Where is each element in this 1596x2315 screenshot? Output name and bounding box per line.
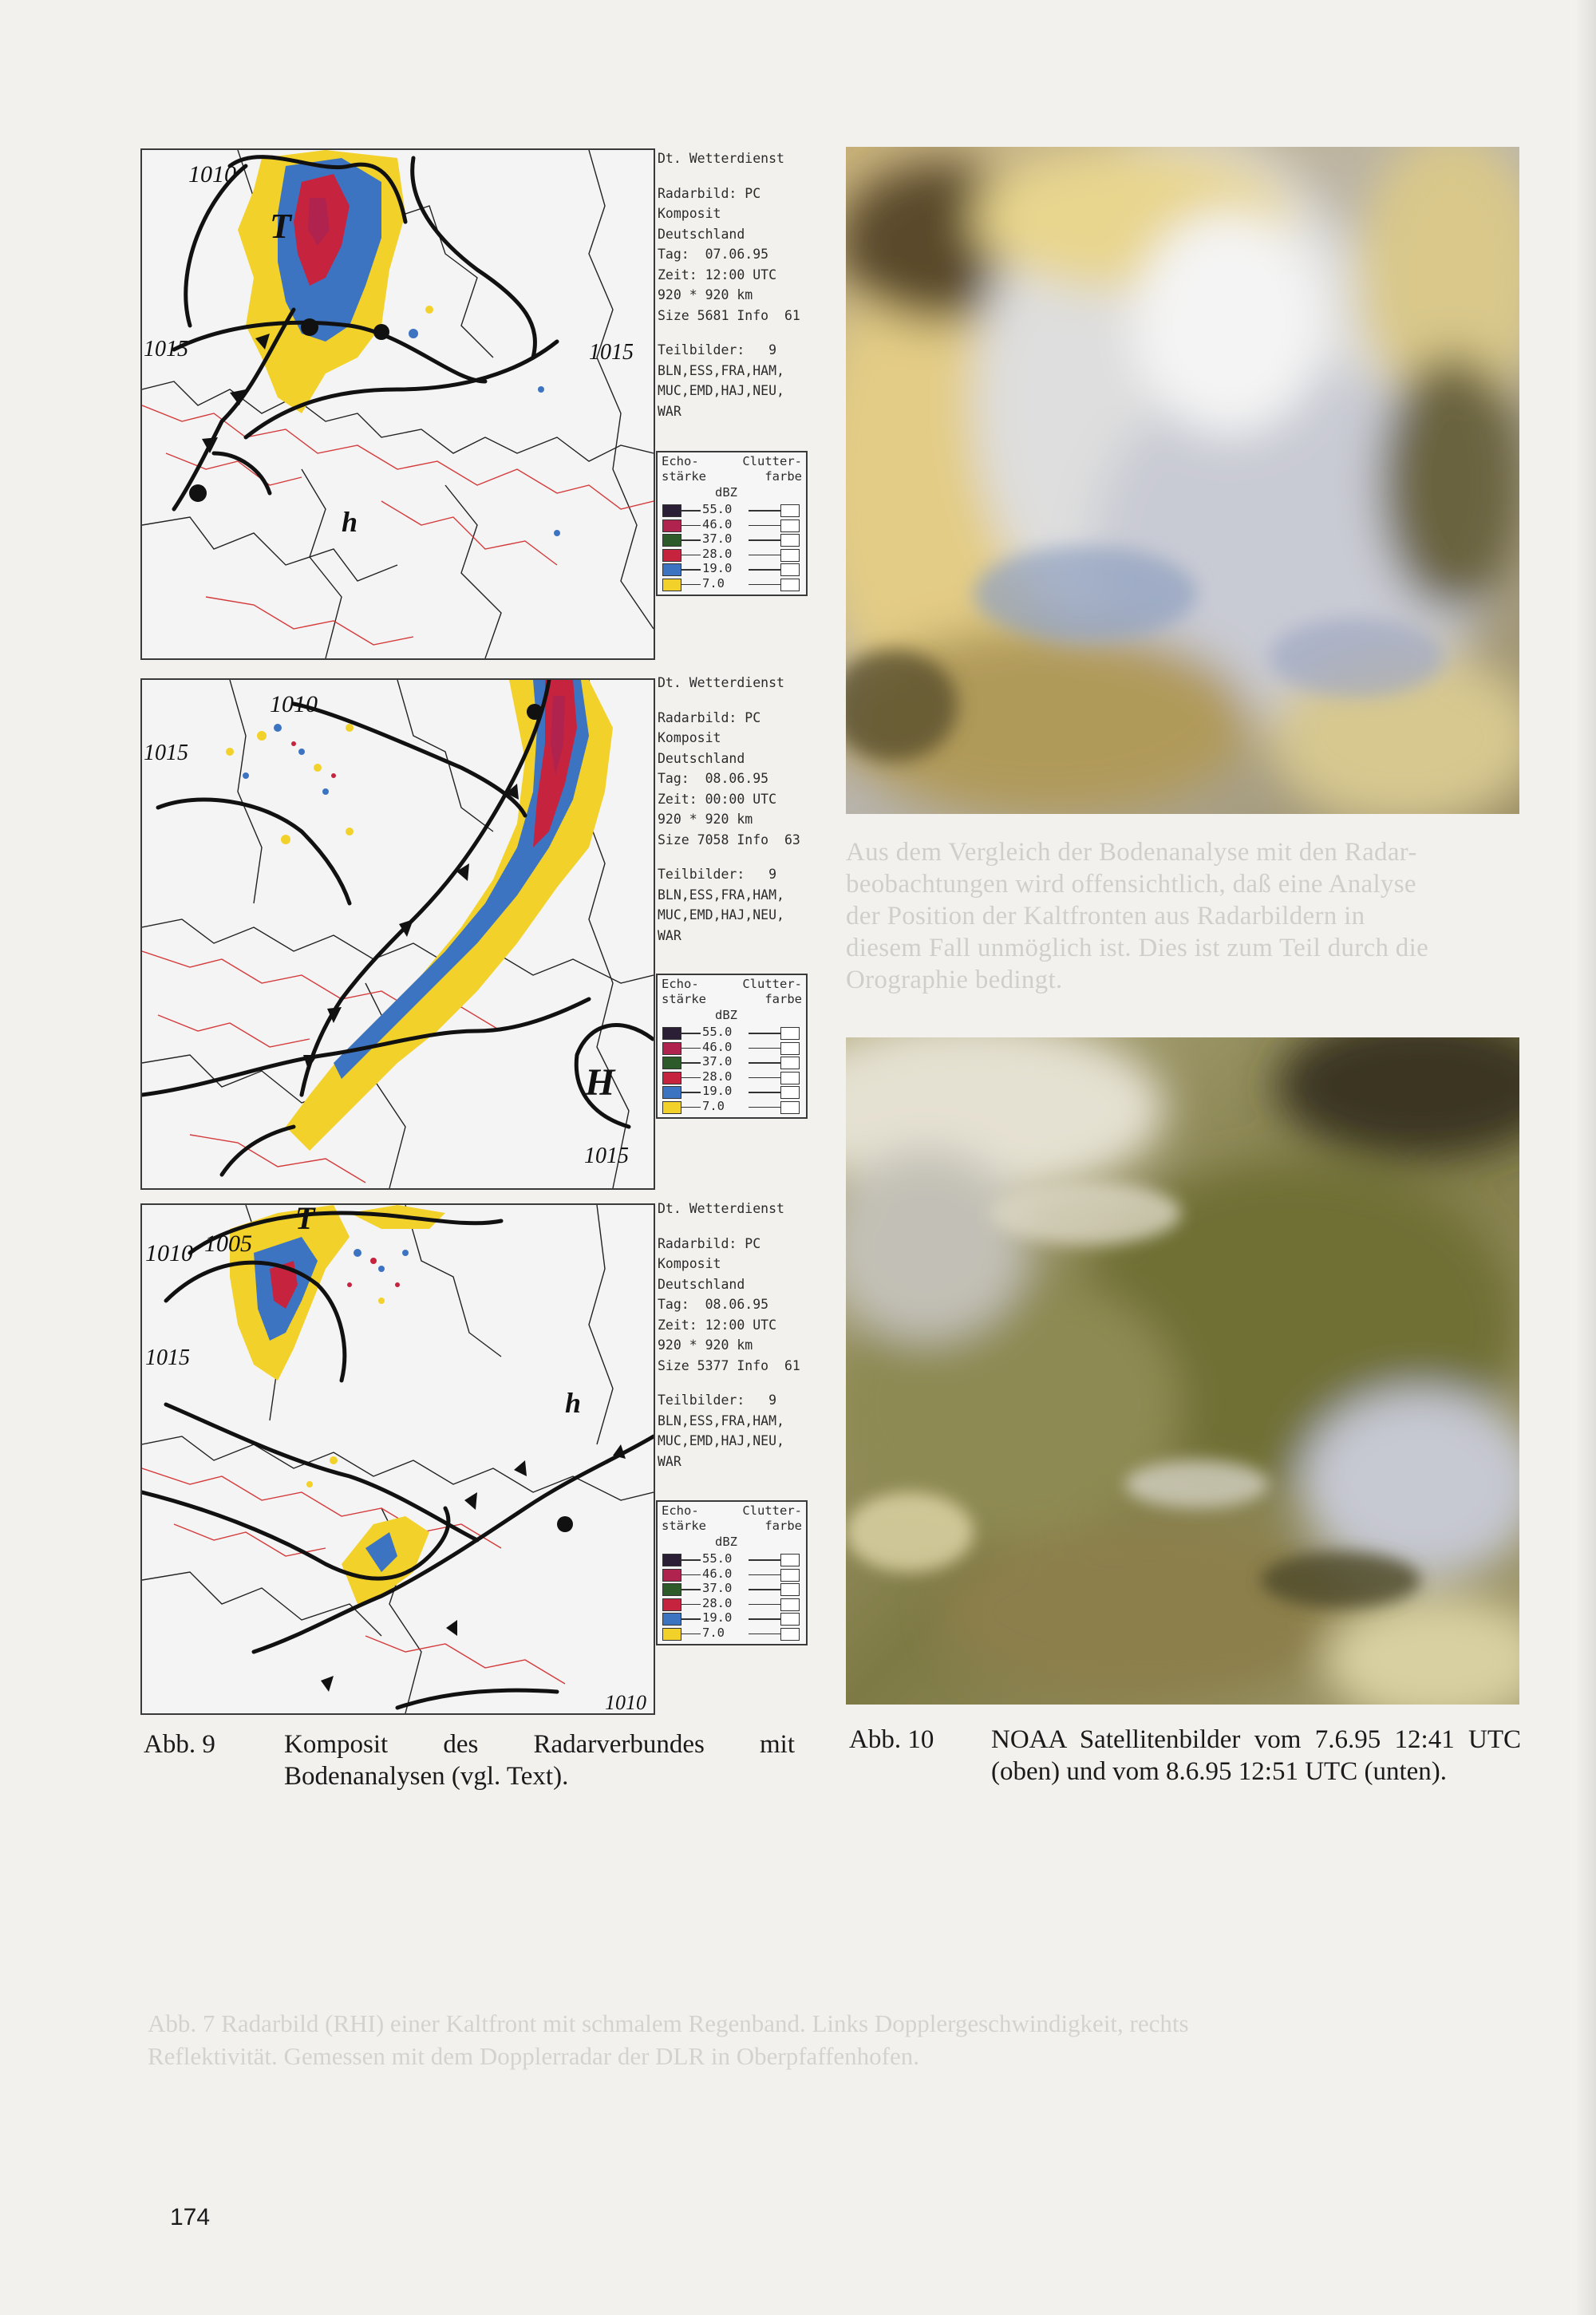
legend-leader-line	[681, 584, 701, 586]
info-line: 920 * 920 km	[658, 812, 753, 827]
legend-echo-label: Echo-	[662, 454, 699, 468]
legend-leader-line	[749, 510, 780, 512]
legend-row	[661, 1099, 801, 1116]
legend-swatch	[662, 1101, 681, 1114]
legend-unit: dBZ	[715, 485, 737, 500]
legend-clutter-label: farbe	[764, 1519, 802, 1533]
info-line: Komposit	[658, 730, 721, 745]
legend-leader-line	[681, 1604, 701, 1606]
page-number: 174	[170, 2204, 211, 2230]
clutter-color-box	[780, 549, 800, 562]
satellite-image-bottom	[846, 1037, 1519, 1705]
legend-leader-line	[681, 1107, 701, 1108]
dbz-legend-1	[656, 451, 808, 596]
clutter-color-box	[780, 563, 800, 576]
sub-line: WAR	[658, 1453, 681, 1469]
sub-line: Teilbilder: 9	[658, 1393, 777, 1408]
sub-line: BLN,ESS,FRA,HAM,	[658, 362, 784, 378]
isobar-label: 1015	[144, 337, 188, 361]
legend-unit: dBZ	[715, 1535, 737, 1549]
legend-row	[661, 1626, 801, 1643]
legend-leader-line	[749, 1618, 780, 1620]
legend-value: 55.0	[702, 1551, 733, 1566]
radar-header: Dt. Wetterdienst	[658, 1201, 784, 1216]
legend-swatch	[662, 1628, 681, 1641]
isobar-label: 1010	[188, 161, 236, 188]
low-pressure-label: T	[270, 207, 291, 246]
sub-line: WAR	[658, 927, 681, 943]
legend-leader-line	[749, 1092, 780, 1093]
legend-swatch	[662, 534, 681, 547]
legend-swatch	[662, 1598, 681, 1611]
legend-leader-line	[681, 1048, 701, 1049]
legend-swatch	[662, 579, 681, 591]
info-line: Radarbild: PC	[658, 185, 761, 201]
isobar-label: 1015	[584, 1144, 629, 1168]
legend-swatch	[662, 1042, 681, 1055]
info-line: Deutschland	[658, 226, 745, 242]
legend-value: 55.0	[702, 1025, 733, 1039]
legend-leader-line	[681, 1062, 701, 1064]
info-line: 920 * 920 km	[658, 287, 753, 302]
figure-caption-abb10	[849, 1724, 1527, 1835]
isobar-label: 1005	[204, 1231, 252, 1257]
radar-map-panel-1	[140, 148, 655, 660]
legend-swatch	[662, 1086, 681, 1099]
legend-value: 19.0	[702, 1084, 733, 1098]
legend-swatch	[662, 549, 681, 562]
legend-value: 28.0	[702, 1069, 733, 1084]
clutter-color-box	[780, 579, 800, 591]
legend-swatch	[662, 563, 681, 576]
info-line: Zeit: 12:00 UTC	[658, 267, 777, 282]
isobar-label: 1010	[270, 691, 318, 717]
legend-leader-line	[681, 1618, 701, 1620]
legend-leader-line	[749, 1589, 780, 1590]
radar-info-block-1	[658, 148, 821, 421]
caption-label: Abb. 9	[144, 1730, 215, 1759]
legend-clutter-label: Clutter-	[742, 977, 802, 991]
caption-text: Komposit des Radarverbundes mit Bodenanalysen (vgl. Text).	[284, 1730, 795, 1791]
info-line: Komposit	[658, 206, 721, 221]
radar-map-2-graphic	[142, 680, 654, 1188]
legend-leader-line	[749, 1077, 780, 1079]
legend-leader-line	[749, 1107, 780, 1108]
sub-line: Teilbilder: 9	[658, 342, 777, 358]
page-edge-shadow	[1575, 0, 1596, 2315]
radar-info-block-3	[658, 1199, 821, 1472]
sub-line: MUC,EMD,HAJ,NEU,	[658, 907, 784, 922]
legend-echo-label: stärke	[662, 992, 706, 1006]
legend-leader-line	[681, 1589, 701, 1590]
info-line: Deutschland	[658, 1276, 745, 1292]
legend-swatch	[662, 1072, 681, 1084]
high-pressure-label: H	[585, 1061, 615, 1104]
legend-swatch	[662, 519, 681, 532]
legend-unit: dBZ	[715, 1008, 737, 1022]
dbz-legend-2	[656, 974, 808, 1119]
legend-leader-line	[681, 1033, 701, 1034]
info-line: Size 5681 Info 61	[658, 307, 800, 323]
sub-line: MUC,EMD,HAJ,NEU,	[658, 1433, 784, 1448]
info-line: Radarbild: PC	[658, 1235, 761, 1251]
legend-leader-line	[681, 555, 701, 556]
dbz-legend-3	[656, 1500, 808, 1645]
radar-header: Dt. Wetterdienst	[658, 675, 784, 690]
legend-swatch	[662, 504, 681, 517]
clutter-color-box	[780, 1628, 800, 1641]
legend-leader-line	[749, 1062, 780, 1064]
legend-leader-line	[749, 539, 780, 541]
clutter-color-box	[780, 1613, 800, 1626]
legend-swatch	[662, 1554, 681, 1566]
isobar-label: 1010	[145, 1240, 193, 1266]
info-line: Radarbild: PC	[658, 709, 761, 725]
legend-clutter-label: farbe	[764, 469, 802, 484]
legend-value: 37.0	[702, 1054, 733, 1069]
figure-caption-abb9	[144, 1728, 814, 1800]
sub-line: WAR	[658, 403, 681, 419]
isobar-label: 1015	[145, 1345, 190, 1370]
legend-value: 28.0	[702, 1595, 733, 1610]
satellite-image-top-graphic	[846, 147, 1519, 814]
legend-echo-label: Echo-	[662, 1503, 699, 1518]
legend-leader-line	[749, 525, 780, 527]
isobar-label: 1015	[589, 340, 634, 365]
radar-info-block-2	[658, 673, 821, 946]
legend-leader-line	[749, 1604, 780, 1606]
show-through-text: Aus dem Vergleich der Bodenanalyse mit den Radar- beobachtungen wird offensichtlich, daß eine Analyse der Position der Kaltfronten aus Radarbildern in diesem Fall unmöglich ist. Dies ist zum Teil durch die Orographie bedingt.	[846, 838, 1429, 994]
legend-leader-line	[681, 1092, 701, 1093]
clutter-color-box	[780, 1086, 800, 1099]
sub-line: BLN,ESS,FRA,HAM,	[658, 1412, 784, 1428]
legend-leader-line	[681, 1077, 701, 1079]
caption-label: Abb. 10	[849, 1725, 934, 1754]
legend-leader-line	[749, 1559, 780, 1561]
clutter-color-box	[780, 504, 800, 517]
info-line: Zeit: 00:00 UTC	[658, 791, 777, 807]
high-pressure-label: h	[342, 506, 358, 538]
sub-line: BLN,ESS,FRA,HAM,	[658, 887, 784, 903]
clutter-color-box	[780, 519, 800, 532]
sub-line: MUC,EMD,HAJ,NEU,	[658, 383, 784, 398]
legend-leader-line	[749, 1634, 780, 1635]
radar-map-panel-3	[140, 1203, 655, 1715]
satellite-image-bottom-graphic	[846, 1037, 1519, 1705]
legend-value: 7.0	[702, 575, 725, 591]
info-line: Zeit: 12:00 UTC	[658, 1317, 777, 1333]
legend-value: 28.0	[702, 546, 733, 561]
legend-echo-label: Echo-	[662, 977, 699, 991]
legend-value: 7.0	[702, 1625, 725, 1640]
legend-value: 19.0	[702, 561, 733, 575]
legend-echo-label: stärke	[662, 1519, 706, 1533]
legend-value: 55.0	[702, 502, 733, 516]
legend-value: 37.0	[702, 1581, 733, 1595]
legend-leader-line	[749, 584, 780, 586]
legend-leader-line	[681, 1574, 701, 1576]
legend-swatch	[662, 1569, 681, 1582]
satellite-image-top	[846, 147, 1519, 814]
caption-text: NOAA Satellitenbilder vom 7.6.95 12:41 UTC (oben) und vom 8.6.95 12:51 UTC (unten).	[991, 1725, 1521, 1786]
legend-leader-line	[681, 569, 701, 571]
clutter-color-box	[780, 1042, 800, 1055]
legend-leader-line	[749, 1048, 780, 1049]
info-line: Size 5377 Info 61	[658, 1357, 800, 1373]
legend-swatch	[662, 1027, 681, 1040]
legend-value: 19.0	[702, 1610, 733, 1625]
clutter-color-box	[780, 1583, 800, 1596]
radar-map-panel-2	[140, 678, 655, 1190]
legend-clutter-label: Clutter-	[742, 454, 802, 468]
radar-header: Dt. Wetterdienst	[658, 151, 784, 166]
info-line: Komposit	[658, 1256, 721, 1271]
clutter-color-box	[780, 1072, 800, 1084]
sub-line: Teilbilder: 9	[658, 867, 777, 882]
low-pressure-label: T	[295, 1205, 315, 1236]
legend-swatch	[662, 1613, 681, 1626]
radar-map-3-graphic	[142, 1205, 654, 1713]
legend-leader-line	[749, 569, 780, 571]
legend-leader-line	[749, 1574, 780, 1576]
clutter-color-box	[780, 1554, 800, 1566]
radar-map-1-graphic	[142, 150, 654, 658]
legend-value: 46.0	[702, 516, 733, 531]
legend-row	[661, 576, 801, 594]
clutter-color-box	[780, 1569, 800, 1582]
legend-value: 46.0	[702, 1566, 733, 1581]
info-line: Tag: 08.06.95	[658, 771, 769, 786]
clutter-color-box	[780, 1057, 800, 1069]
legend-swatch	[662, 1057, 681, 1069]
legend-leader-line	[749, 1033, 780, 1034]
legend-value: 37.0	[702, 531, 733, 546]
clutter-color-box	[780, 1101, 800, 1114]
info-line: Size 7058 Info 63	[658, 832, 800, 847]
show-through-text-lower: Abb. 7 Radarbild (RHI) einer Kaltfront mit schmalem Regenband. Links Dopplergeschwindigkeit, rechts Reflektivität. Gemessen mit dem Dopplerradar der DLR in Oberpfaffenhofen.	[148, 2009, 1189, 2070]
info-line: Tag: 07.06.95	[658, 247, 769, 262]
legend-value: 7.0	[702, 1098, 725, 1113]
legend-clutter-label: Clutter-	[742, 1503, 802, 1518]
clutter-color-box	[780, 1598, 800, 1611]
legend-leader-line	[681, 510, 701, 512]
legend-clutter-label: farbe	[764, 992, 802, 1006]
legend-leader-line	[681, 539, 701, 541]
info-line: Deutschland	[658, 750, 745, 766]
legend-echo-label: stärke	[662, 469, 706, 484]
legend-leader-line	[749, 555, 780, 556]
legend-leader-line	[681, 525, 701, 527]
legend-leader-line	[681, 1634, 701, 1635]
clutter-color-box	[780, 534, 800, 547]
isobar-label: 1015	[144, 741, 188, 765]
high-pressure-label: h	[565, 1387, 582, 1419]
clutter-color-box	[780, 1027, 800, 1040]
legend-value: 46.0	[702, 1039, 733, 1054]
info-line: 920 * 920 km	[658, 1337, 753, 1353]
isobar-label: 1010	[605, 1691, 646, 1713]
info-line: Tag: 08.06.95	[658, 1297, 769, 1312]
legend-swatch	[662, 1583, 681, 1596]
legend-leader-line	[681, 1559, 701, 1561]
